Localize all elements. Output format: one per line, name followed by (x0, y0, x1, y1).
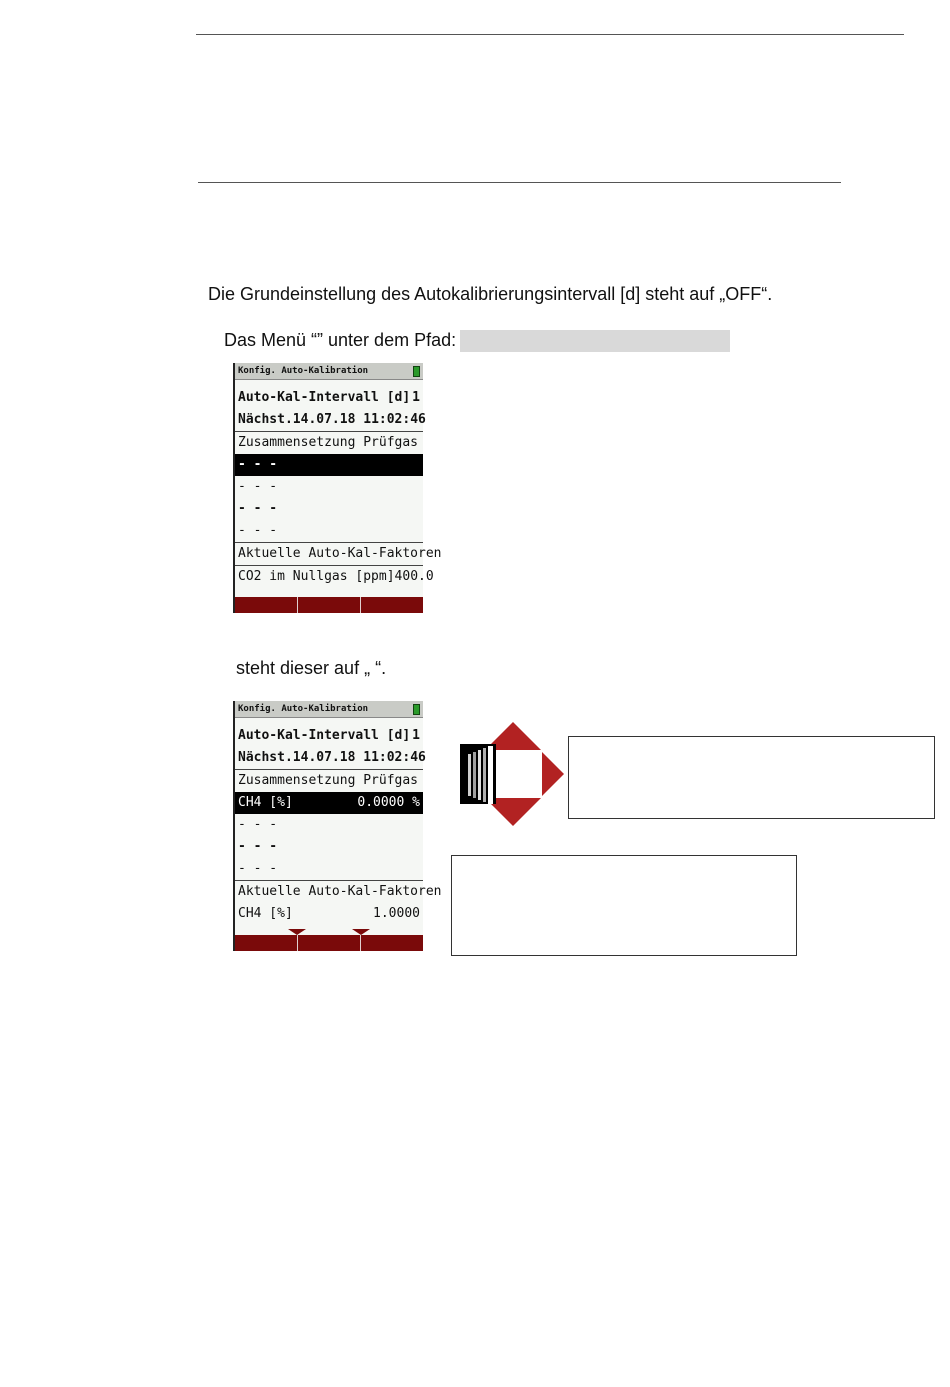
softkey-bar (235, 935, 423, 951)
interval-row[interactable]: Auto-Kal-Intervall [d] 1 (238, 390, 420, 405)
section-testgas-heading: Zusammensetzung Prüfgas (235, 769, 423, 792)
interval-row[interactable]: Auto-Kal-Intervall [d] 1 (238, 728, 420, 743)
testgas-slot-1[interactable]: - - - (235, 454, 423, 476)
screen-title: Konfig. Auto-Kalibration (235, 701, 423, 718)
battery-icon (413, 366, 420, 377)
testgas-slot-3[interactable]: - - - (238, 501, 278, 516)
callout-box-lower (451, 855, 797, 956)
screen-title: Konfig. Auto-Kalibration (235, 363, 423, 380)
testgas-slot-4[interactable]: - - - (238, 861, 278, 876)
softkey-marker-left-icon (288, 929, 306, 935)
section-testgas-heading: Zusammensetzung Prüfgas (235, 431, 423, 454)
section-factors-heading: Aktuelle Auto-Kal-Faktoren (235, 542, 423, 565)
testgas-slot-2[interactable]: - - - (238, 479, 278, 494)
battery-icon (413, 704, 420, 715)
softkey-left[interactable] (235, 935, 298, 951)
co2-zero-gas-row[interactable]: CO2 im Nullgas [ppm] 400.0 (235, 565, 423, 588)
menu-path-label: Das Menü “” unter dem Pfad: (224, 330, 457, 350)
testgas-slot-3[interactable]: - - - (238, 839, 278, 854)
softkey-middle[interactable] (298, 597, 361, 613)
next-date-row: Nächst. 14.07.18 11:02:46 (238, 750, 426, 765)
device-screen-default (233, 363, 442, 613)
header-rule-bottom (198, 182, 841, 183)
nav-right-arrow-icon (542, 752, 564, 796)
callout-box-right (568, 736, 935, 819)
softkey-right[interactable] (361, 935, 423, 951)
intro-text: Die Grundeinstellung des Autokalibrierungsintervall [d] steht auf „OFF“. (208, 284, 773, 304)
second-label: steht dieser auf „ “. (236, 658, 387, 678)
section-factors-heading: Aktuelle Auto-Kal-Faktoren (235, 880, 423, 903)
softkey-marker-right-icon (352, 929, 370, 935)
testgas-slot-2[interactable]: - - - (238, 817, 278, 832)
menu-path-box (460, 330, 730, 352)
menu-path-line (224, 330, 730, 352)
testgas-slot-1[interactable]: CH4 [%] 0.0000 % (235, 792, 423, 814)
softkey-left[interactable] (235, 597, 298, 613)
ch4-factor-row[interactable]: CH4 [%] 1.0000 (238, 906, 420, 921)
device-screen-configured (233, 701, 442, 951)
testgas-slot-4[interactable]: - - - (238, 523, 278, 538)
header-rule-top (196, 34, 904, 35)
softkey-bar (235, 597, 423, 613)
next-date-row: Nächst. 14.07.18 11:02:46 (238, 412, 426, 427)
navigation-pad-icon (458, 720, 568, 828)
softkey-middle[interactable] (298, 935, 361, 951)
softkey-right[interactable] (361, 597, 423, 613)
